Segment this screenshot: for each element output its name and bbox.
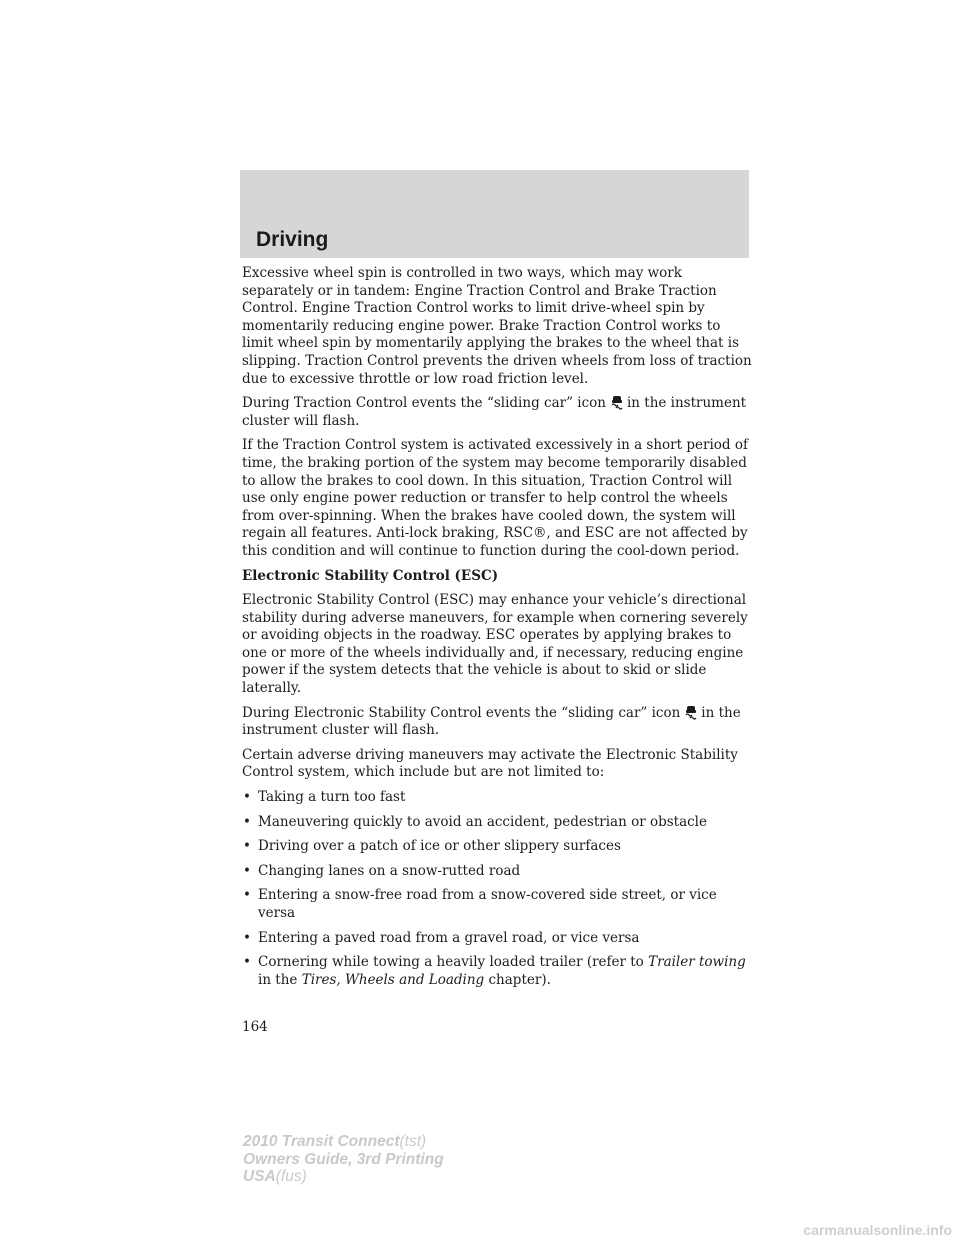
list-item xyxy=(242,887,754,922)
paragraph-adverse-maneuvers: Certain adverse driving maneuvers may activate the Electronic Stability Control system, which include but are not limited to: xyxy=(242,746,738,781)
list-item-text: Cornering while towing a heavily loaded trailer (refer to xyxy=(258,954,644,971)
chapter-reference: Trailer towing xyxy=(648,954,746,971)
footer-market-code: (fus) xyxy=(275,1168,307,1185)
list-item xyxy=(242,863,754,881)
paragraph-traction-control-intro: Excessive wheel spin is controlled in two ways, which may work separately or in tandem: Engine Traction Control and Brake Traction Control. Engine Traction Control works to limit drive-wheel spin by momentarily reducing engine power. Brake Traction Control works to limit wheel spin by momentarily applying the brakes to the wheel that is slipping. Traction Control prevents the driven wheels from loss of traction due to excessive throttle or low road friction level. xyxy=(242,265,752,387)
list-item-text: Taking a turn too fast xyxy=(258,789,406,806)
list-item-text: chapter). xyxy=(488,971,551,988)
list-item-text: Driving over a patch of ice or other slippery surfaces xyxy=(258,838,621,855)
list-item-text: Entering a snow-free road from a snow-covered side street, or vice versa xyxy=(258,887,717,921)
list-item-text: Maneuvering quickly to avoid an accident, pedestrian or obstacle xyxy=(258,813,707,830)
page-number: 164 xyxy=(242,1019,268,1035)
bullet-mark: • xyxy=(243,813,251,830)
list-item xyxy=(242,954,754,989)
list-item xyxy=(242,838,754,856)
footer-model-code: (tst) xyxy=(399,1133,427,1150)
sliding-car-icon xyxy=(610,395,624,411)
esc-heading: Electronic Stability Control (ESC) xyxy=(242,567,499,584)
footer-line-3 xyxy=(243,1168,444,1186)
bullet-mark: • xyxy=(243,929,251,946)
paragraph-traction-control-icon xyxy=(242,395,754,430)
bullet-mark: • xyxy=(243,954,251,971)
footer-market: USA xyxy=(243,1168,276,1185)
paragraph-text: During Electronic Stability Control events the “sliding car” icon xyxy=(242,704,681,721)
page-content xyxy=(242,265,754,996)
paragraph-esc-icon xyxy=(242,705,754,740)
footer-line-2: Owners Guide, 3rd Printing xyxy=(243,1150,444,1168)
list-item xyxy=(242,789,754,807)
site-watermark: carmanualsonline.info xyxy=(803,1222,952,1238)
list-item-text: Changing lanes on a snow-rutted road xyxy=(258,862,521,879)
list-item xyxy=(242,930,754,948)
maneuver-list xyxy=(242,789,754,989)
paragraph-text: in the instrument cluster will flash. xyxy=(242,704,741,739)
footer-line-1 xyxy=(243,1133,444,1151)
paragraph-esc-description: Electronic Stability Control (ESC) may enhance your vehicle’s directional stability during adverse maneuvers, for example when cornering severely or avoiding objects in the roadway. ESC operates by applying brakes to one or more of the wheels individually and, if necessary, reducing engine power if the system detects that the vehicle is about to skid or slide laterally. xyxy=(242,592,748,697)
bullet-mark: • xyxy=(243,789,251,806)
print-footer xyxy=(243,1133,444,1186)
footer-model: 2010 Transit Connect xyxy=(243,1133,400,1150)
bullet-mark: • xyxy=(243,838,251,855)
list-item-text: Entering a paved road from a gravel road, or vice versa xyxy=(258,929,640,946)
paragraph-text: During Traction Control events the “sliding car” icon xyxy=(242,395,606,412)
paragraph-text: in the instrument cluster will flash. xyxy=(242,395,747,429)
chapter-reference: Tires, Wheels and Loading xyxy=(301,971,485,988)
sliding-car-icon xyxy=(684,705,698,721)
bullet-mark: • xyxy=(243,887,251,904)
paragraph-brake-cooldown: If the Traction Control system is activated excessively in a short period of time, the braking portion of the system may become temporarily disabled to allow the brakes to cool down. In this situation, Traction Control will use only engine power reduction or transfer to help control the wheels from over-spinning. When the brakes have cooled down, the system will regain all features. Anti-lock braking, RSC®, and ESC are not affected by this condition and will continue to function during the cool-down period. xyxy=(242,437,748,559)
list-item-text: in the xyxy=(258,971,298,988)
list-item xyxy=(242,814,754,832)
bullet-mark: • xyxy=(243,862,251,879)
section-title: Driving xyxy=(256,228,329,251)
